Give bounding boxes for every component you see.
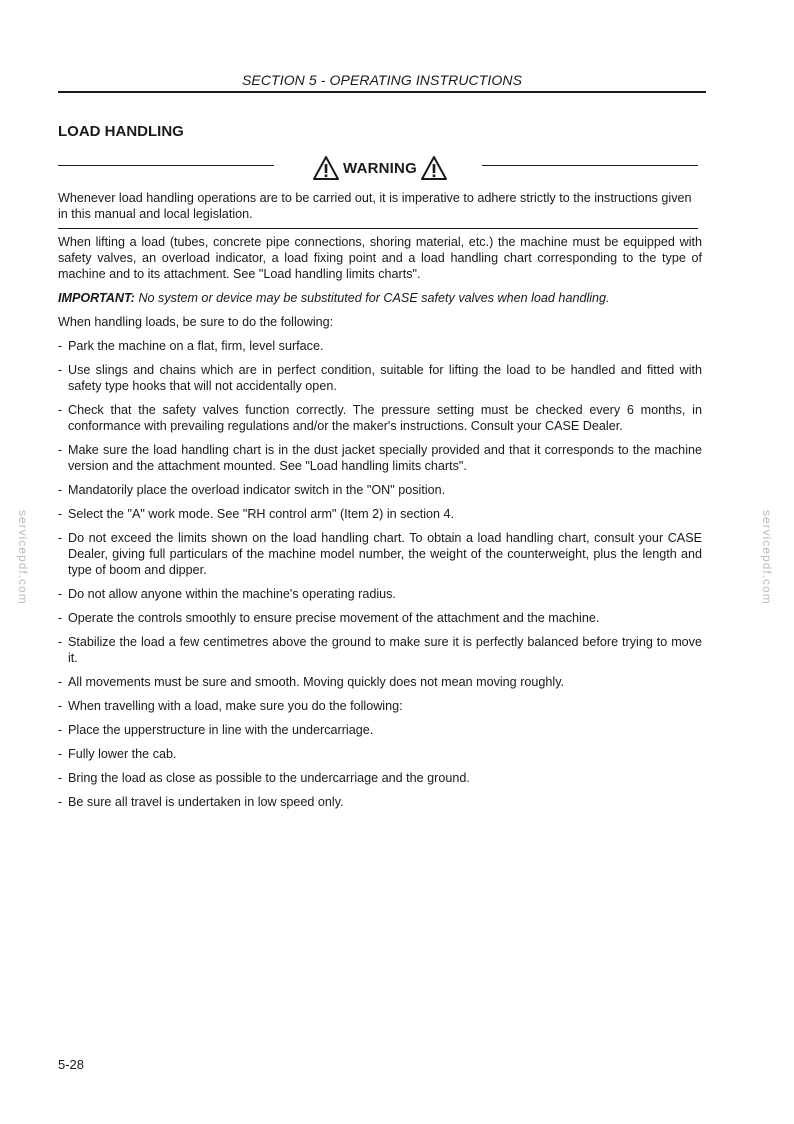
- bullet-dash: -: [58, 403, 63, 417]
- list-item: [58, 442, 702, 474]
- section-header: SECTION 5 - OPERATING INSTRUCTIONS: [58, 72, 706, 93]
- important-text: No system or device may be substituted for CASE safety valves when load handling.: [138, 291, 610, 305]
- warning-rule-left: [58, 165, 274, 166]
- list-item: [58, 698, 702, 714]
- bullet-dash: -: [58, 795, 63, 809]
- warning-label: WARNING: [343, 159, 417, 177]
- bullet-dash: -: [58, 531, 63, 545]
- warning-banner: [300, 153, 460, 183]
- bullet-dash: -: [58, 771, 63, 785]
- list-item: [58, 770, 702, 786]
- bullet-dash: -: [58, 723, 63, 737]
- important-label: IMPORTANT:: [58, 291, 135, 305]
- watermark-left: servicepdf.com: [16, 510, 30, 605]
- list-item-text: Fully lower the cab.: [68, 747, 177, 761]
- list-item: [58, 610, 702, 626]
- list-item-text: Use slings and chains which are in perfect condition, suitable for lifting the load to be handled and fitted with safety type hooks that will not accidentally open.: [68, 363, 702, 393]
- list-item-text: Bring the load as close as possible to the undercarriage and the ground.: [68, 771, 470, 785]
- list-item-text: Check that the safety valves function correctly. The pressure setting must be checked every 6 months, in conformance with prevailing regulations and/or the maker's instructions. Consult your CASE Dealer.: [68, 403, 702, 433]
- content: [58, 234, 702, 818]
- list-item: [58, 674, 702, 690]
- warning-text: Whenever load handling operations are to be carried out, it is imperative to adhere strictly to the instructions given in this manual and local legislation.: [58, 190, 698, 229]
- list-item-text: Place the upperstructure in line with the undercarriage.: [68, 723, 374, 737]
- list-item-text: Park the machine on a flat, firm, level surface.: [68, 339, 324, 353]
- list-item-text: Stabilize the load a few centimetres above the ground to make sure it is perfectly balanced before trying to move it.: [68, 635, 702, 665]
- bullet-dash: -: [58, 483, 63, 497]
- bullet-dash: -: [58, 635, 63, 649]
- list-item-text: Do not allow anyone within the machine's operating radius.: [68, 587, 396, 601]
- list-item: [58, 794, 702, 810]
- list-item: [58, 722, 702, 738]
- list-item: [58, 338, 702, 354]
- bullet-dash: -: [58, 363, 63, 377]
- list-item: [58, 402, 702, 434]
- bullet-dash: -: [58, 611, 63, 625]
- important-note: [58, 290, 702, 306]
- warning-triangle-icon: [420, 155, 448, 181]
- bullet-dash: -: [58, 747, 63, 761]
- list-item-text: Mandatorily place the overload indicator switch in the "ON" position.: [68, 483, 446, 497]
- list-item-text: Do not exceed the limits shown on the load handling chart. To obtain a load handling chart, consult your CASE Dealer, giving full particulars of the machine model number, the weight of the counterweight, plus the length and type of boom and dipper.: [68, 531, 702, 577]
- bullet-dash: -: [58, 339, 63, 353]
- list-item: [58, 506, 702, 522]
- list-item-text: Make sure the load handling chart is in the dust jacket specially provided and that it corresponds to the machine version and the attachment mounted. See "Load handling limits charts".: [68, 443, 702, 473]
- list-item-text: Be sure all travel is undertaken in low speed only.: [68, 795, 344, 809]
- warning-rule-right: [482, 165, 698, 166]
- bullet-dash: -: [58, 699, 63, 713]
- intro-paragraph: When lifting a load (tubes, concrete pipe connections, shoring material, etc.) the machine must be equipped with safety valves, an overload indicator, a load fixing point and a load handling chart corresponding to the type of machine and to its attachment. See "Load handling limits charts".: [58, 235, 702, 281]
- list-item: [58, 362, 702, 394]
- list-item: [58, 634, 702, 666]
- list-item: [58, 482, 702, 498]
- list-item-text: Select the "A" work mode. See "RH control arm" (Item 2) in section 4.: [68, 507, 455, 521]
- bullet-dash: -: [58, 675, 63, 689]
- page-number: 5-28: [58, 1057, 85, 1072]
- list-item-text: Operate the controls smoothly to ensure precise movement of the attachment and the machine.: [68, 611, 600, 625]
- list-item: [58, 586, 702, 602]
- bullet-dash: -: [58, 587, 63, 601]
- instruction-list: [58, 338, 702, 810]
- lead-paragraph: When handling loads, be sure to do the following:: [58, 315, 334, 329]
- list-item-text: When travelling with a load, make sure you do the following:: [68, 699, 403, 713]
- bullet-dash: -: [58, 443, 63, 457]
- list-item-text: All movements must be sure and smooth. Moving quickly does not mean moving roughly.: [68, 675, 565, 689]
- list-item: [58, 530, 702, 578]
- page-title: LOAD HANDLING: [58, 123, 184, 140]
- list-item: [58, 746, 702, 762]
- warning-triangle-icon: [312, 155, 340, 181]
- watermark-right: servicepdf.com: [760, 510, 774, 605]
- bullet-dash: -: [58, 507, 63, 521]
